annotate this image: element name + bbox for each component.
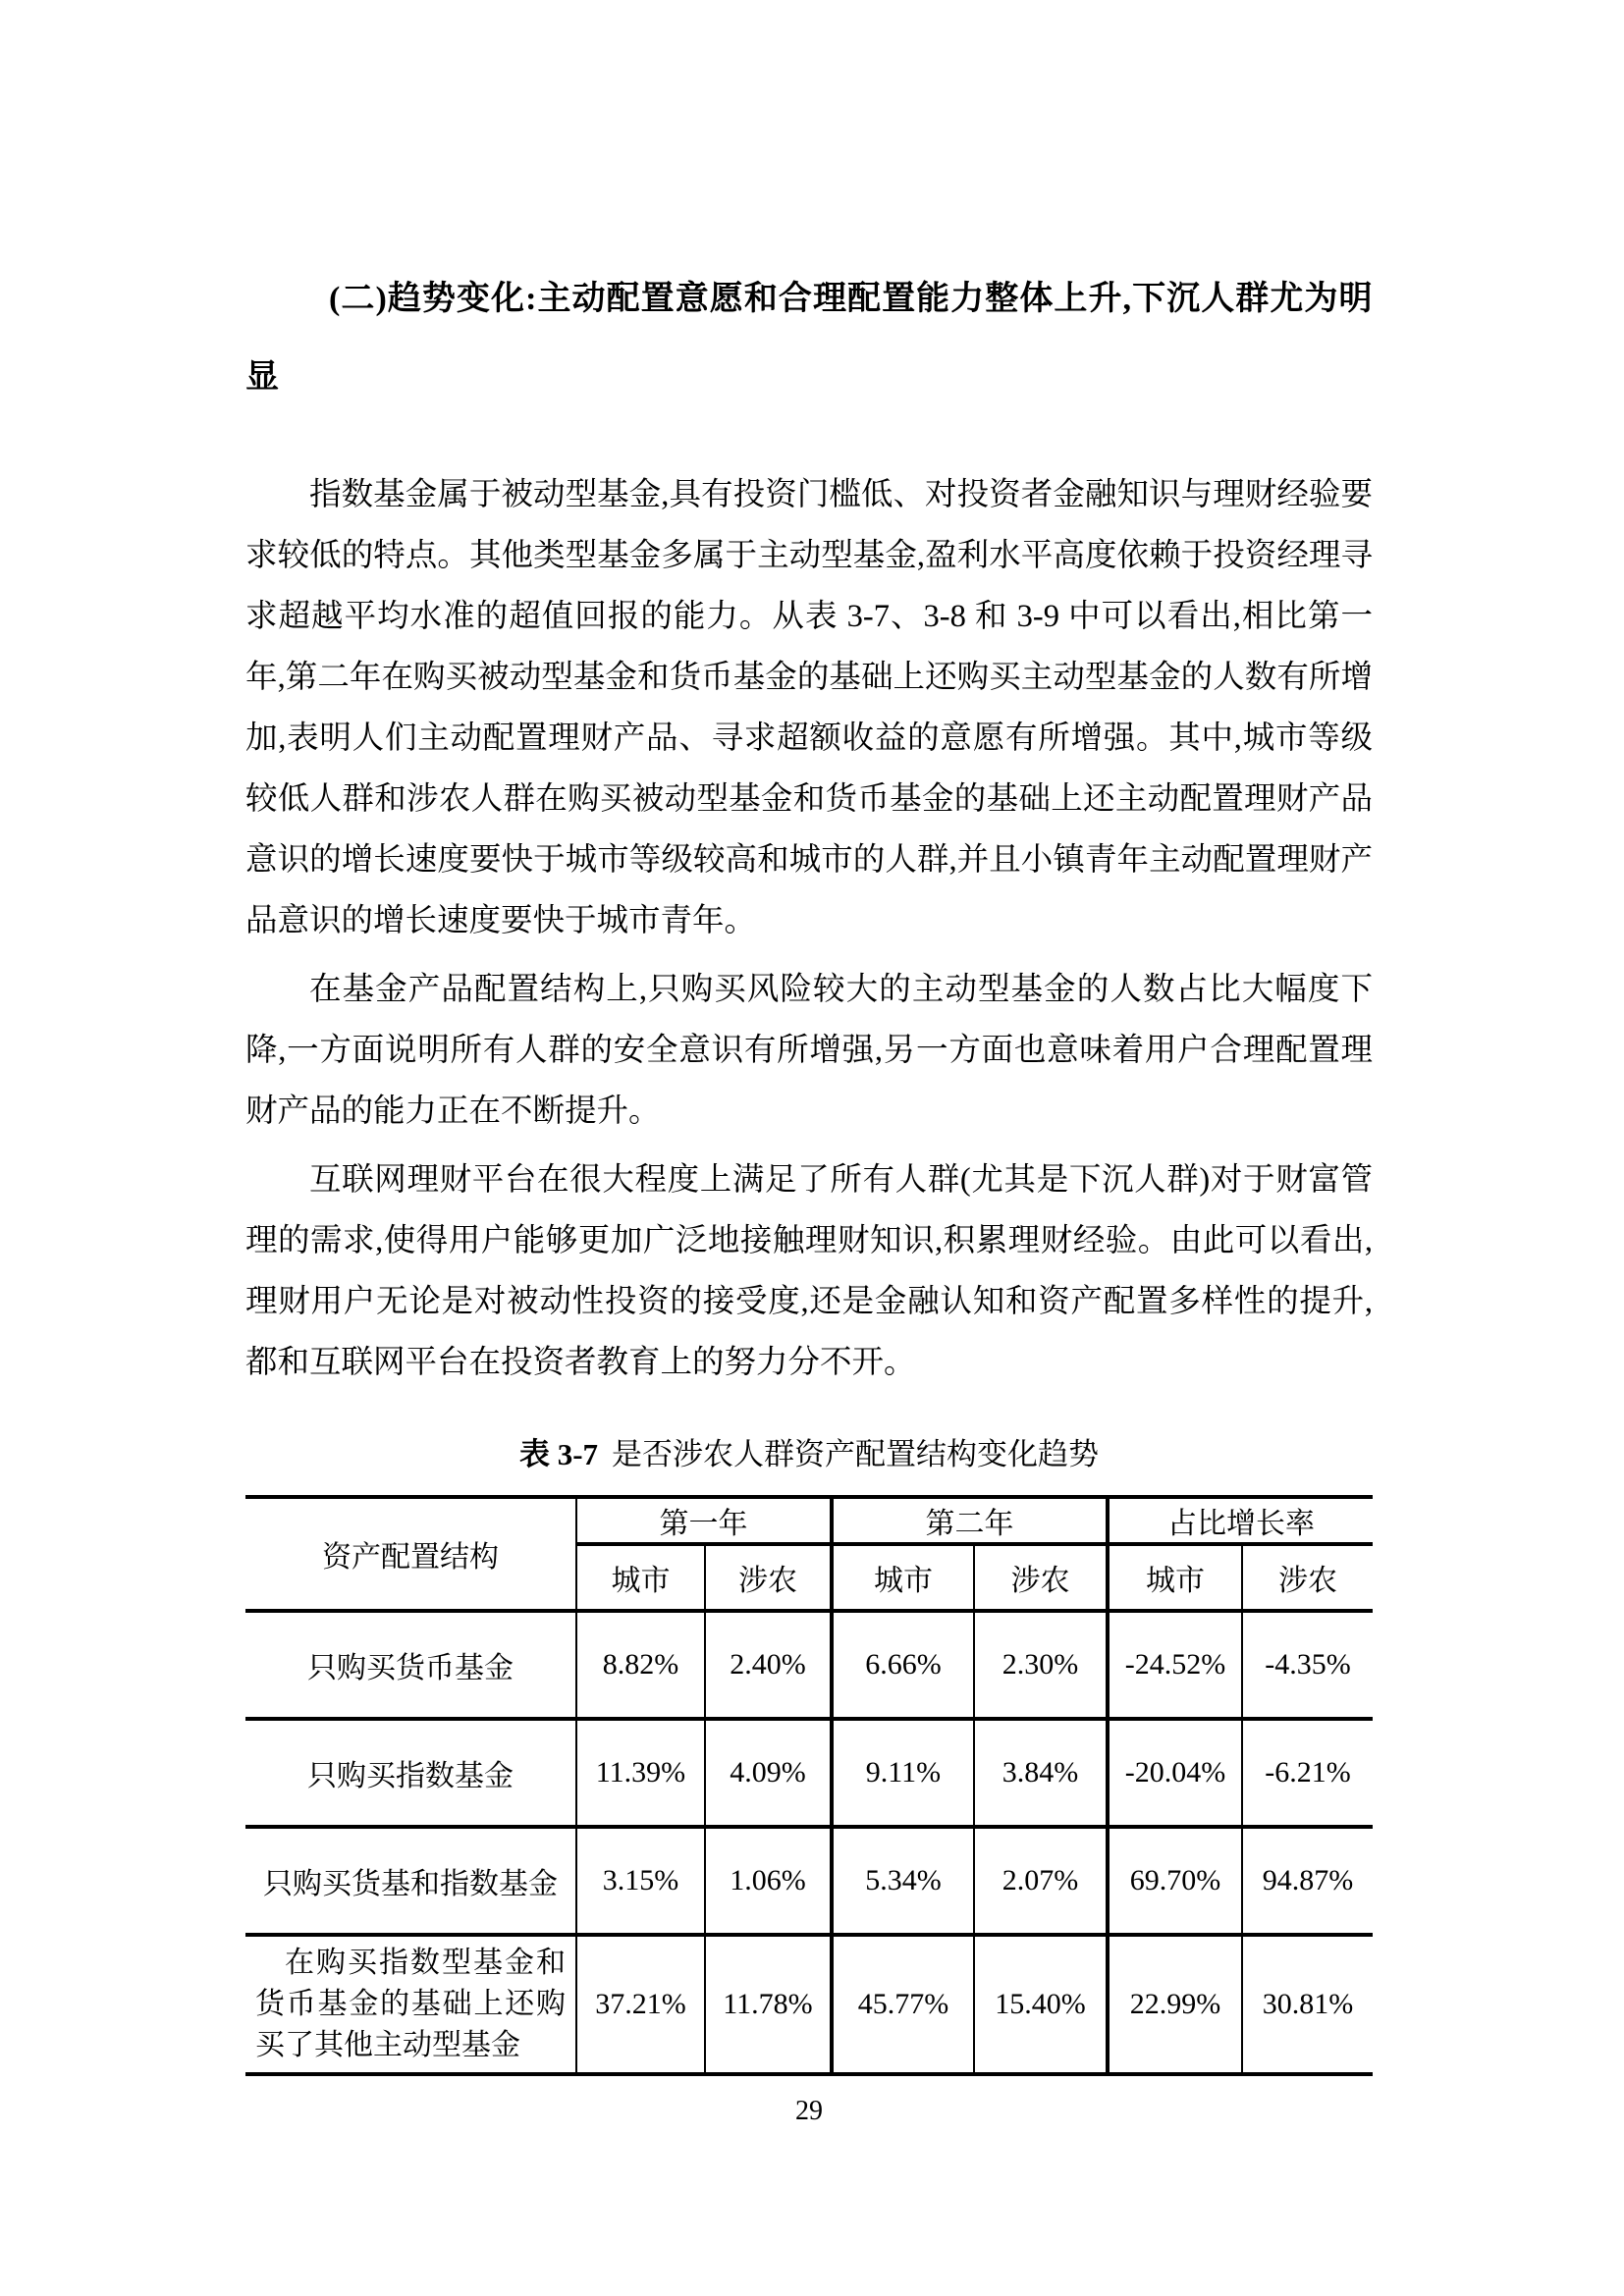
sub-header-city: 城市 [1108,1544,1242,1611]
group-header-year2: 第二年 [832,1497,1108,1544]
sub-header-city: 城市 [576,1544,705,1611]
value-cell: 15.40% [974,1935,1108,2074]
row-label: 只购买货基和指数基金 [245,1827,576,1935]
table-caption-title: 是否涉农人群资产配置结构变化趋势 [612,1437,1100,1471]
value-cell: 37.21% [576,1935,705,2074]
row-label [245,1935,576,2074]
sub-header-rural: 涉农 [974,1544,1108,1611]
page-number: 29 [795,2096,823,2126]
value-cell: -6.21% [1242,1719,1373,1827]
value-cell: 11.39% [576,1719,705,1827]
table-caption-number: 表 3-7 [518,1437,599,1471]
value-cell: 69.70% [1108,1827,1242,1935]
paragraph-1: 指数基金属于被动型基金,具有投资门槛低、对投资者金融知识与理财经验要求较低的特点。其他类型基金多属于主动型基金,盈利水平高度依赖于投资经理寻求超越平均水准的超值回报的能力。从表 3-7、3-8 和 3-9 中可以看出,相比第一年,第二年在购买被动型基金和货币基金的基础上还购买主动型基金的人数有所增加,表明人们主动配置理财产品、寻求超额收益的意愿有所增强。其中,城市等级较低人群和涉农人群在购买被动型基金和货币基金的基础上还主动配置理财产品意识的增长速度要快于城市等级较高和城市的人群,并且小镇青年主动配置理财产品意识的增长速度要快于城市青年。 [245,477,1373,938]
value-cell: 3.15% [576,1827,705,1935]
table-row [245,1827,1373,1935]
table-row [245,1719,1373,1827]
asset-allocation-table [245,1495,1373,2076]
value-cell: 94.87% [1242,1827,1373,1935]
value-cell: 1.06% [705,1827,832,1935]
value-cell: 30.81% [1242,1935,1373,2074]
table-caption [245,1432,1373,1477]
column-header-asset-structure: 资产配置结构 [245,1497,576,1611]
value-cell: -24.52% [1108,1611,1242,1719]
sub-header-rural: 涉农 [705,1544,832,1611]
group-header-growth-rate: 占比增长率 [1108,1497,1373,1544]
value-cell: 3.84% [974,1719,1108,1827]
value-cell: 2.07% [974,1827,1108,1935]
value-cell: 22.99% [1108,1935,1242,2074]
paragraph-2: 在基金产品配置结构上,只购买风险较大的主动型基金的人数占比大幅度下降,一方面说明所有人群的安全意识有所增强,另一方面也意味着用户合理配置理财产品的能力正在不断提升。 [245,972,1373,1129]
paragraph-3: 互联网理财平台在很大程度上满足了所有人群(尤其是下沉人群)对于财富管理的需求,使得用户能够更加广泛地接触理财知识,积累理财经验。由此可以看出,理财用户无论是对被动性投资的接受度,还是金融认知和资产配置多样性的提升,都和互联网平台在投资者教育上的努力分不开。 [245,1162,1373,1380]
value-cell: -4.35% [1242,1611,1373,1719]
value-cell: 5.34% [832,1827,974,1935]
table-row [245,1935,1373,2074]
value-cell: 6.66% [832,1611,974,1719]
table-row [245,1611,1373,1719]
value-cell: 2.30% [974,1611,1108,1719]
value-cell: 9.11% [832,1719,974,1827]
value-cell: 8.82% [576,1611,705,1719]
sub-header-city: 城市 [832,1544,974,1611]
table-header-group-row [245,1497,1373,1544]
group-header-year1: 第一年 [576,1497,832,1544]
value-cell: -20.04% [1108,1719,1242,1827]
row-label: 只购买指数基金 [245,1719,576,1827]
value-cell: 2.40% [705,1611,832,1719]
sub-header-rural: 涉农 [1242,1544,1373,1611]
row-label-text: 在购买指数型基金和货币基金的基础上还购买了其他主动型基金 [255,1947,566,2061]
row-label: 只购买货币基金 [245,1611,576,1719]
value-cell: 45.77% [832,1935,974,2074]
value-cell: 11.78% [705,1935,832,2074]
value-cell: 4.09% [705,1719,832,1827]
section-heading: (二)趋势变化:主动配置意愿和合理配置能力整体上升,下沉人群尤为明显 [245,281,1373,396]
